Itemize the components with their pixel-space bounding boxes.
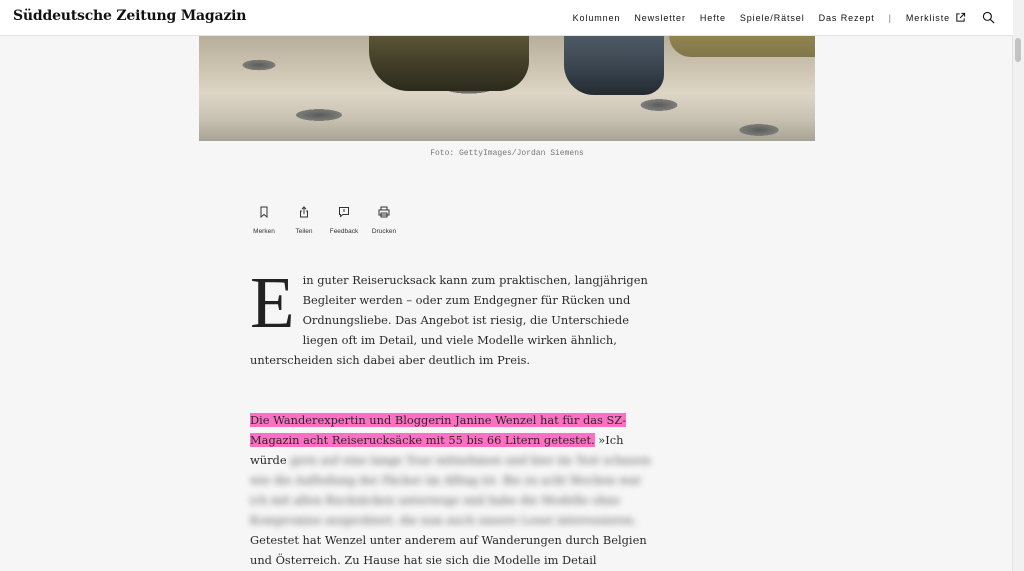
hero-image — [199, 35, 815, 141]
page-scrollbar[interactable] — [1012, 0, 1024, 571]
main-nav — [559, 0, 995, 35]
merken-label: Merken — [253, 228, 275, 235]
bookmark-icon — [258, 205, 270, 223]
teilen-label: Teilen — [295, 228, 313, 235]
site-logo[interactable]: Süddeutsche Zeitung Magazin — [13, 8, 247, 24]
nav-kolumnen[interactable]: Kolumnen — [572, 12, 621, 23]
print-icon — [378, 205, 390, 223]
article-actions — [244, 205, 404, 235]
nav-das-rezept[interactable]: Das Rezept — [818, 12, 875, 23]
backpack-left — [369, 35, 529, 91]
intro-text: in guter Reiserucksack kann zum praktischen, langjährigen Begleiter werden – oder zum Endgegner für Rücken und Ordnungsliebe. Das Angebot ist riesig, die Unterschiede liegen oft im Detail, und viele Modelle wirken ähnlich, unterscheiden sich dabei aber deutlich im Preis. — [250, 273, 648, 367]
image-caption: Foto: GettyImages/Jordan Siemens — [430, 149, 584, 158]
intro-paragraph — [250, 262, 654, 370]
nav-newsletter[interactable]: Newsletter — [634, 12, 686, 23]
drucken-label: Drucken — [371, 228, 397, 235]
article-tail: Getestet hat Wenzel unter anderem auf Wanderungen durch Belgien und Österreich. Zu Hause hat sie sich die Modelle im Detail — [250, 533, 647, 567]
feedback-icon — [338, 205, 350, 223]
nav-spiele-raetsel[interactable]: Spiele/Rätsel — [739, 12, 805, 23]
site-header — [0, 0, 1013, 36]
share-icon — [298, 205, 310, 223]
feedback-label: Feedback — [329, 228, 359, 235]
paywall-blurred-text: gern auf eine lange Tour mitnehmen und hier im Test schauen wie die Aufteilung der Fächer im Alltag ist. Bis zu acht Wochen war ich mit allen Rucksäcken unterwegs und habe die Modelle ohne Kompromiss ausprobiert, die nun auch unsere Leser interessieren. — [250, 453, 651, 527]
search-icon[interactable] — [982, 11, 995, 24]
nav-separator: | — [888, 12, 892, 23]
external-link-icon — [955, 12, 966, 23]
backpack-right — [564, 35, 664, 95]
teilen-button[interactable] — [284, 205, 324, 235]
highlighted-text[interactable]: Die Wanderexpertin und Bloggerin Janine Wenzel hat für das SZ-Magazin acht Reiserucksäcke mit 55 bis 66 Litern getestet. — [250, 413, 627, 447]
drop-cap: E — [250, 262, 295, 343]
article-body — [250, 262, 654, 570]
nav-hefte[interactable]: Hefte — [699, 12, 726, 23]
drucken-button[interactable] — [364, 205, 404, 235]
feedback-button[interactable] — [324, 205, 364, 235]
merken-button[interactable] — [244, 205, 284, 235]
second-paragraph — [250, 410, 654, 570]
scrollbar-thumb[interactable] — [1015, 38, 1021, 62]
grass-patch — [669, 35, 815, 57]
merkliste-label: Merkliste — [905, 12, 950, 23]
quote-start: »Ich würde — [250, 433, 624, 467]
nav-merkliste[interactable] — [906, 12, 966, 23]
